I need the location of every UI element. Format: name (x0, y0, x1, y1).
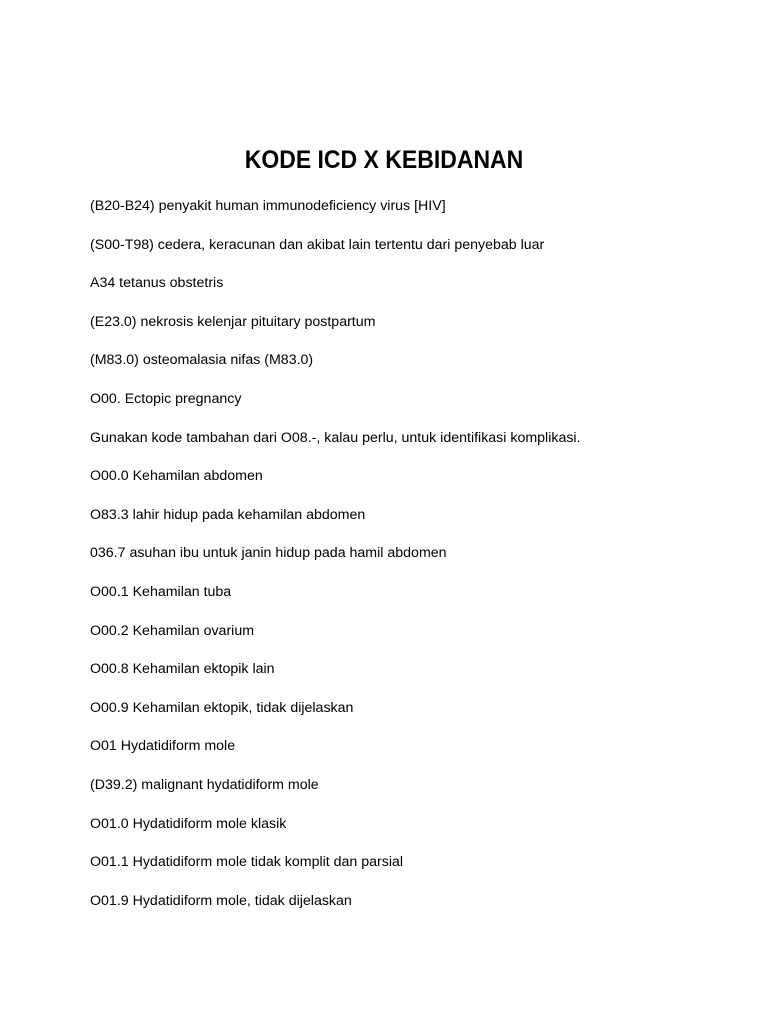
list-item: (B20-B24) penyakit human immunodeficiency virus [HIV] (90, 198, 446, 214)
list-item: 036.7 asuhan ibu untuk janin hidup pada hamil abdomen (90, 545, 447, 562)
list-item: O01.1 Hydatidiform mole tidak komplit dan parsial (90, 854, 404, 871)
list-item: O01.9 Hydatidiform mole, tidak dijelaskan (90, 892, 352, 909)
list-item: O00.2 Kehamilan ovarium (90, 622, 255, 639)
list-item: A34 tetanus obstetris (90, 275, 224, 292)
list-item: O00.8 Kehamilan ektopik lain (90, 661, 275, 678)
list-item: (E23.0) nekrosis kelenjar pituitary postpartum (90, 313, 376, 330)
page-title: KODE ICD X KEBIDANAN (244, 146, 524, 174)
code-list (90, 196, 730, 929)
list-item: (M83.0) osteomalasia nifas (M83.0) (90, 352, 314, 369)
list-item: O00.1 Kehamilan tuba (90, 583, 232, 600)
list-item: O00.9 Kehamilan ektopik, tidak dijelaskan (90, 699, 354, 716)
list-item: O01 Hydatidiform mole (90, 738, 236, 755)
list-item: (S00-T98) cedera, keracunan dan akibat lain tertentu dari penyebab luar (90, 236, 545, 253)
list-item: O83.3 lahir hidup pada kehamilan abdomen (90, 506, 366, 523)
list-item: (D39.2) malignant hydatidiform mole (90, 776, 319, 793)
list-item: O00. Ectopic pregnancy (90, 390, 242, 407)
list-item: Gunakan kode tambahan dari O08.-, kalau perlu, untuk identifikasi komplikasi. (90, 429, 581, 446)
list-item: O00.0 Kehamilan abdomen (90, 468, 263, 485)
list-item: O01.0 Hydatidiform mole klasik (90, 815, 287, 832)
